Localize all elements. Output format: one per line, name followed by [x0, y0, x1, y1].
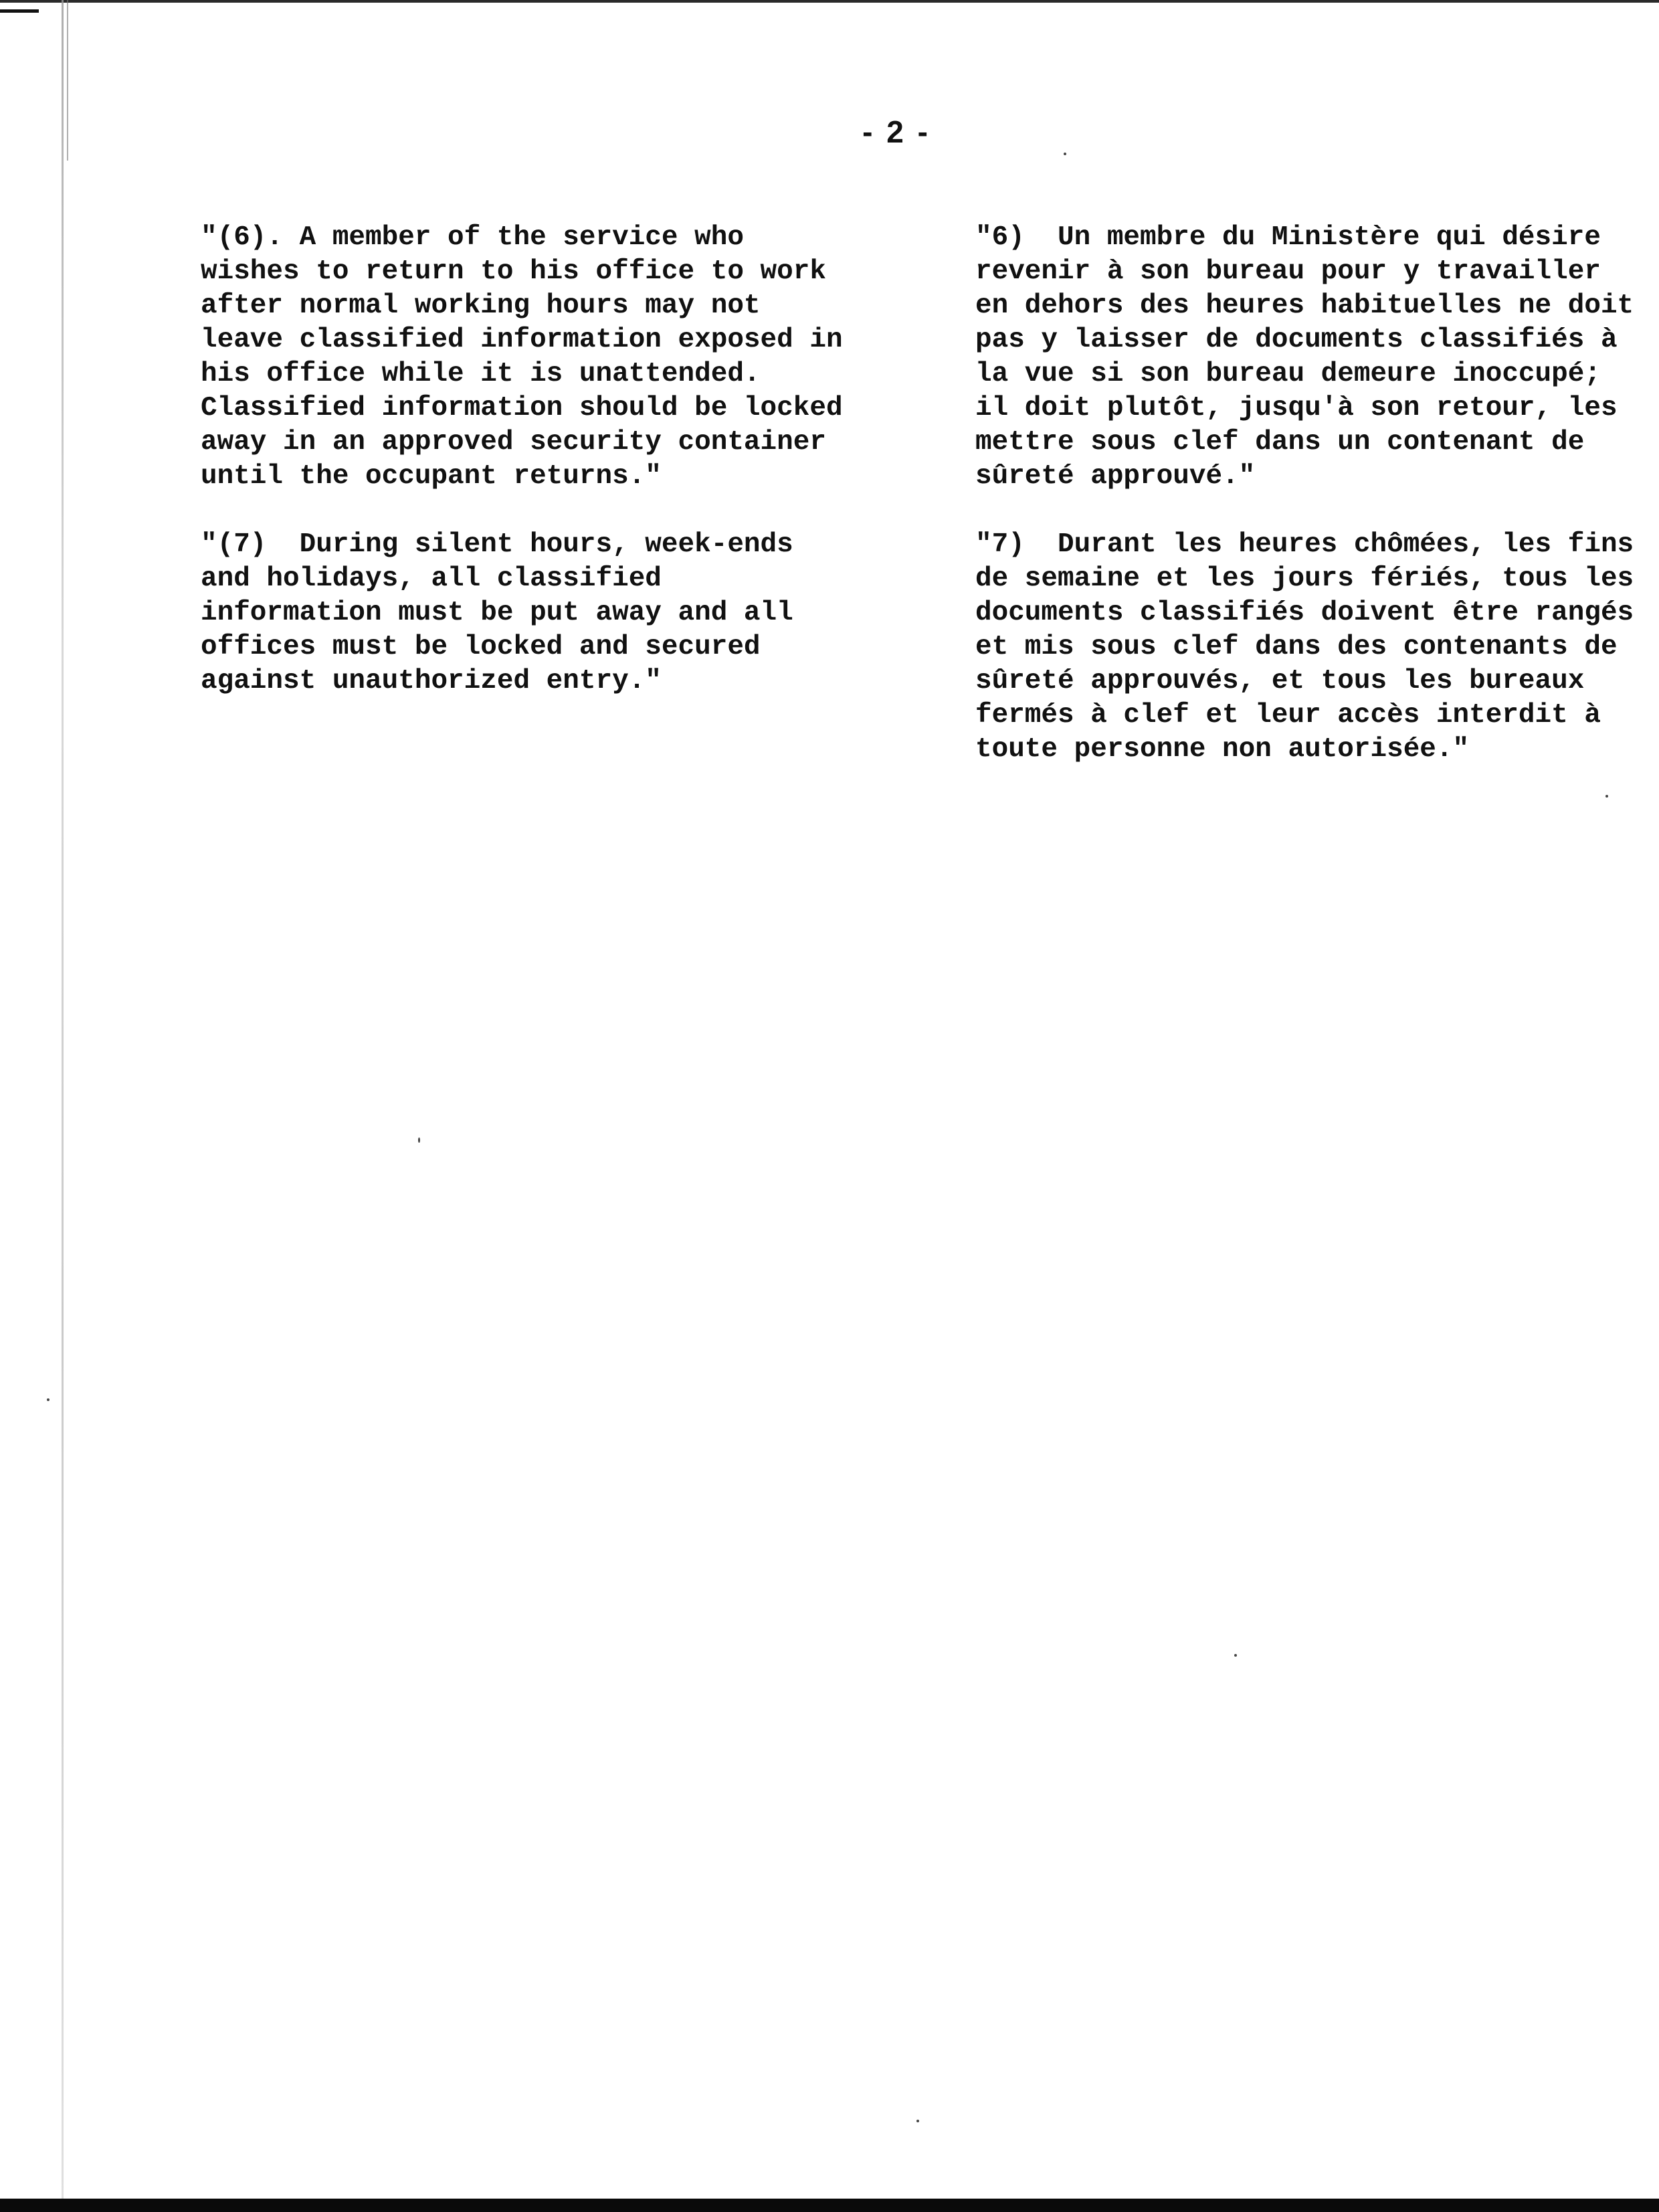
scan-speck — [916, 2120, 919, 2122]
text-line: away in an approved security container — [201, 427, 826, 458]
text-line: Classified information should be locked — [201, 393, 843, 424]
text-line: la vue si son bureau demeure inoccupé; — [975, 359, 1601, 389]
scan-binding-edge — [62, 0, 64, 2201]
text-line: pas y laisser de documents classifiés à — [975, 325, 1618, 355]
english-paragraph — [201, 221, 903, 494]
text-line: sûreté approuvé." — [975, 461, 1256, 492]
text-line: wishes to return to his office to work — [201, 256, 826, 287]
text-line: "6) Un membre du Ministère qui désire — [975, 222, 1601, 253]
scan-top-edge — [0, 0, 1659, 3]
text-line: leave classified information exposed in — [201, 325, 843, 355]
text-line: et mis sous clef dans des contenants de — [975, 632, 1618, 662]
french-paragraph — [975, 221, 1651, 494]
french-column — [975, 221, 1651, 767]
text-line: documents classifiés doivent être rangés — [975, 597, 1634, 628]
text-line: his office while it is unattended. — [201, 359, 761, 389]
text-line: il doit plutôt, jusqu'à son retour, les — [975, 393, 1618, 424]
scan-margin-mark — [0, 9, 39, 13]
text-line: until the occupant returns." — [201, 461, 662, 492]
text-line: mettre sous clef dans un contenant de — [975, 427, 1585, 458]
text-line: offices must be locked and secured — [201, 632, 761, 662]
text-line: and holidays, all classified — [201, 563, 662, 594]
scan-speck — [1064, 153, 1066, 155]
scan-speck — [1605, 795, 1608, 798]
text-line: against unauthorized entry." — [201, 666, 662, 697]
text-line: "7) Durant les heures chômées, les fins — [975, 529, 1634, 560]
text-line: toute personne non autorisée." — [975, 734, 1470, 765]
french-paragraph — [975, 528, 1651, 767]
text-line: "(6). A member of the service who — [201, 222, 744, 253]
text-line: "(7) During silent hours, week-ends — [201, 529, 793, 560]
scan-binding-shadow — [67, 0, 68, 161]
text-line: sûreté approuvés, et tous les bureaux — [975, 666, 1585, 697]
english-paragraph — [201, 528, 903, 699]
english-column — [201, 221, 903, 699]
text-line: en dehors des heures habituelles ne doit — [975, 290, 1634, 321]
text-line: information must be put away and all — [201, 597, 793, 628]
scan-bottom-edge — [0, 2199, 1659, 2212]
scan-speck — [1234, 1654, 1237, 1657]
scan-speck — [47, 1398, 50, 1401]
text-line: fermés à clef et leur accès interdit à — [975, 700, 1601, 731]
text-line: de semaine et les jours fériés, tous les — [975, 563, 1634, 594]
text-line: after normal working hours may not — [201, 290, 761, 321]
text-line: revenir à son bureau pour y travailler — [975, 256, 1601, 287]
page-number: - 2 - — [862, 114, 931, 149]
scan-speck — [418, 1137, 420, 1143]
